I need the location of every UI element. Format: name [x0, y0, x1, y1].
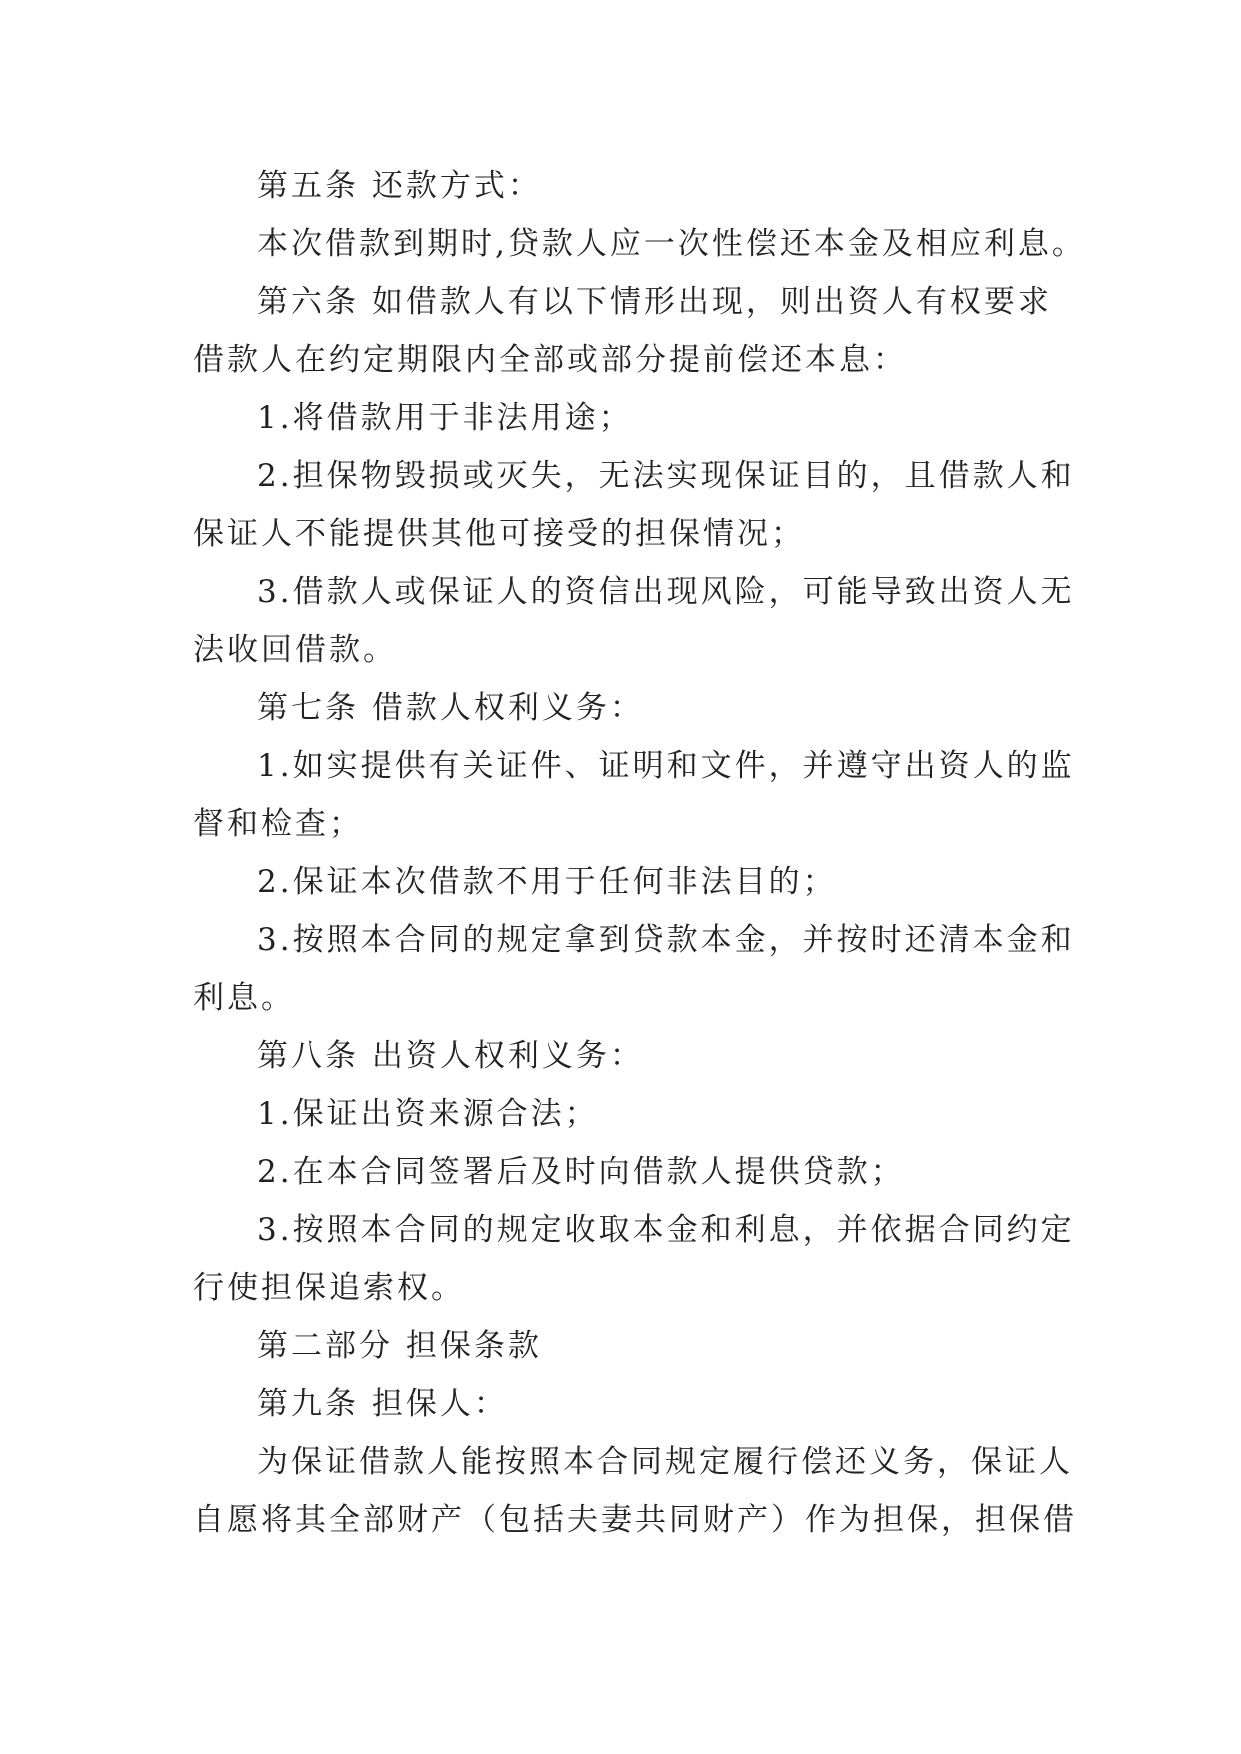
article-6-item-2-cont: 保证人不能提供其他可接受的担保情况； [193, 516, 805, 552]
article-5-body: 本次借款到期时,贷款人应一次性偿还本金及相应利息。 [257, 226, 1086, 262]
article-6-heading-cont: 借款人在约定期限内全部或部分提前偿还本息： [193, 342, 907, 378]
article-6-item-2: 2.担保物毁损或灭失，无法实现保证目的，且借款人和 [257, 458, 1075, 494]
article-7-item-1: 1.如实提供有关证件、证明和文件，并遵守出资人的监 [257, 748, 1075, 784]
article-5-heading: 第五条 还款方式： [257, 168, 542, 204]
article-7-item-3: 3.按照本合同的规定拿到贷款本金，并按时还清本金和 [257, 922, 1075, 958]
article-6-item-1: 1.将借款用于非法用途； [257, 400, 633, 436]
article-7-heading: 第七条 借款人权利义务： [257, 690, 644, 726]
article-8-item-1: 1.保证出资来源合法； [257, 1096, 599, 1132]
article-7-item-2: 2.保证本次借款不用于任何非法目的； [257, 864, 837, 900]
article-8-item-2: 2.在本合同签署后及时向借款人提供贷款； [257, 1154, 905, 1190]
article-7-item-1-cont: 督和检查； [193, 806, 363, 842]
article-8-item-3: 3.按照本合同的规定收取本金和利息，并依据合同约定 [257, 1212, 1075, 1248]
article-9-body: 为保证借款人能按照本合同规定履行偿还义务，保证人 [257, 1444, 1073, 1480]
article-6-heading: 第六条 如借款人有以下情形出现，则出资人有权要求 [257, 284, 1052, 320]
article-9-heading: 第九条 担保人： [257, 1386, 508, 1422]
article-8-heading: 第八条 出资人权利义务： [257, 1038, 644, 1074]
article-9-body-cont: 自愿将其全部财产（包括夫妻共同财产）作为担保，担保借 [193, 1502, 1077, 1538]
part-2-heading: 第二部分 担保条款 [257, 1328, 542, 1364]
article-6-item-3-cont: 法收回借款。 [193, 632, 397, 668]
article-8-item-3-cont: 行使担保追索权。 [193, 1270, 465, 1306]
article-7-item-3-cont: 利息。 [193, 980, 295, 1016]
article-6-item-3: 3.借款人或保证人的资信出现风险，可能导致出资人无 [257, 574, 1075, 610]
